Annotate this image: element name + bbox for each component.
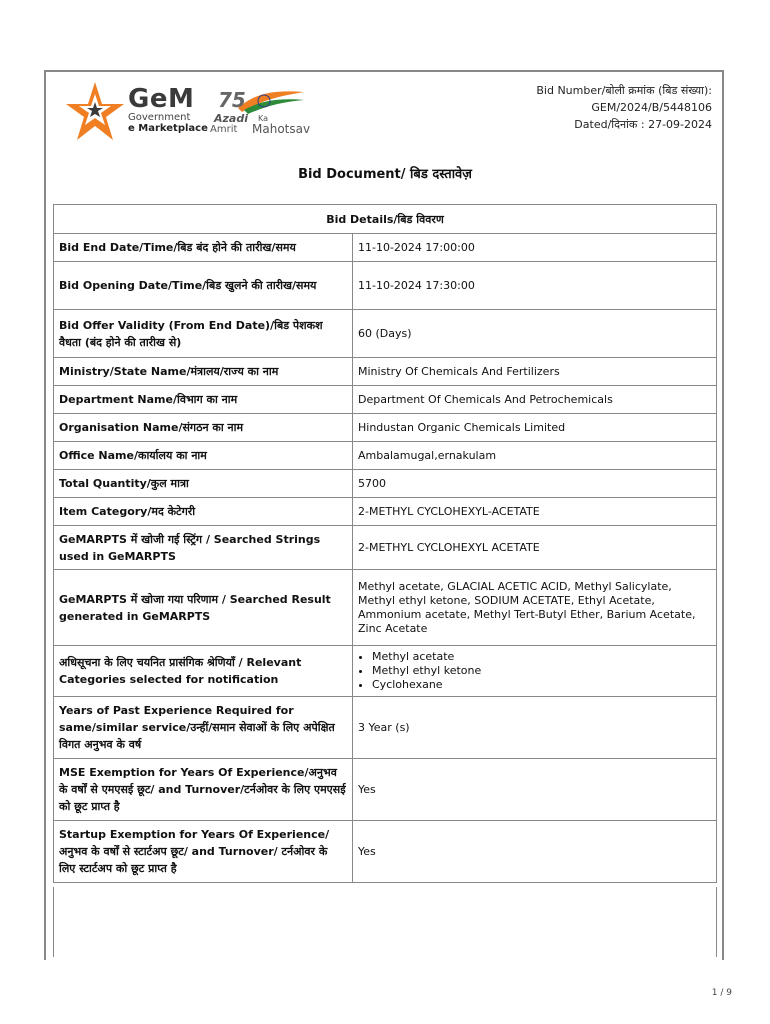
row-label: Years of Past Experience Required for same/similar service/उन्हीं/समान सेवाओं के लिए अपेक्षित विगत अनुभव के वर्ष <box>54 697 353 759</box>
list-item: • Methyl ethyl ketone <box>372 664 711 678</box>
table-row <box>54 386 717 414</box>
category-list <box>358 650 711 692</box>
row-label: Total Quantity/कुल मात्रा <box>54 470 353 498</box>
row-label: Organisation Name/संगठन का नाम <box>54 414 353 442</box>
gem-subtitle-marketplace: e Marketplace <box>128 123 208 134</box>
row-value: 3 Year (s) <box>353 697 717 759</box>
row-value: Department Of Chemicals And Petrochemicals <box>353 386 717 414</box>
row-value: Ambalamugal,ernakulam <box>353 442 717 470</box>
table-row <box>54 821 717 883</box>
row-value: Yes <box>353 759 717 821</box>
document-title: Bid Document/ बिड दस्तावेज़ <box>298 167 472 182</box>
tricolor-swoosh-icon <box>236 88 306 114</box>
table-row <box>54 646 717 697</box>
table-row <box>54 358 717 386</box>
row-value: 11-10-2024 17:00:00 <box>353 234 717 262</box>
bid-dated: Dated/दिनांक : 27-09-2024 <box>574 118 712 131</box>
table-body <box>54 234 717 883</box>
azadi-ka-text: Ka <box>258 114 269 123</box>
row-value: 2-METHYL CYCLOHEXYL ACETATE <box>353 526 717 570</box>
header-logos <box>64 80 364 142</box>
table-row <box>54 470 717 498</box>
row-label: GeMARPTS में खोजी गई स्ट्रिंग / Searched Strings used in GeMARPTS <box>54 526 353 570</box>
row-label: अधिसूचना के लिए चयनित प्रासंगिक श्रेणियाँ / Relevant Categories selected for notification <box>54 646 353 697</box>
row-label: Bid End Date/Time/बिड बंद होने की तारीख/समय <box>54 234 353 262</box>
bid-meta <box>536 82 712 133</box>
continuation-cell <box>53 887 717 957</box>
table-row <box>54 234 717 262</box>
row-label: MSE Exemption for Years Of Experience/अनुभव के वर्षों से एमएसई छूट/ and Turnover/टर्नओवर के लिए एमएसई को छूट प्राप्त है <box>54 759 353 821</box>
azadi-ka-amrit-mahotsav-logo <box>210 88 324 138</box>
row-value: Ministry Of Chemicals And Fertilizers <box>353 358 717 386</box>
gem-subtitle-government: Government <box>128 112 191 123</box>
table-row <box>54 262 717 310</box>
azadi-mahotsav-text: Mahotsav <box>252 122 311 136</box>
row-label: Item Category/मद केटेगरी <box>54 498 353 526</box>
row-value: Methyl acetate, GLACIAL ACETIC ACID, Methyl Salicylate, Methyl ethyl ketone, SODIUM ACETATE, Ethyl Acetate, Ammonium acetate, Methyl Tert-Butyl Ether, Barium Acetate, Zinc Acetate <box>353 570 717 646</box>
table-row <box>54 498 717 526</box>
row-label: Office Name/कार्यालय का नाम <box>54 442 353 470</box>
gem-wordmark <box>128 84 208 134</box>
azadi-text: Azadi <box>214 112 248 125</box>
row-value: 2-METHYL CYCLOHEXYL-ACETATE <box>353 498 717 526</box>
table-row <box>54 414 717 442</box>
gem-title: GeM <box>128 84 195 114</box>
table-heading: Bid Details/बिड विवरण <box>54 205 717 234</box>
list-item: • Methyl acetate <box>372 650 711 664</box>
row-label: Department Name/विभाग का नाम <box>54 386 353 414</box>
table-heading-row <box>54 205 717 234</box>
table-row <box>54 697 717 759</box>
row-label: GeMARPTS में खोजा गया परिणाम / Searched Result generated in GeMARPTS <box>54 570 353 646</box>
row-value-list <box>353 646 717 697</box>
table-row <box>54 526 717 570</box>
gem-logo-icon <box>64 80 126 142</box>
bid-number: GEM/2024/B/5448106 <box>591 101 712 114</box>
azadi-75-mark: 75 <box>218 88 246 112</box>
bid-number-label: Bid Number/बोली क्रमांक (बिड संख्या): <box>536 84 712 97</box>
list-item: • Cyclohexane <box>372 678 711 692</box>
row-label: Startup Exemption for Years Of Experience/अनुभव के वर्षों से स्टार्टअप छूट/ and Turnover/ टर्नओवर के लिए स्टार्टअप को छूट प्राप्त है <box>54 821 353 883</box>
table-row <box>54 442 717 470</box>
page-number: 1 / 9 <box>711 988 732 998</box>
row-value: Yes <box>353 821 717 883</box>
azadi-amrit-text: Amrit <box>210 124 238 135</box>
row-value: Hindustan Organic Chemicals Limited <box>353 414 717 442</box>
table-row <box>54 570 717 646</box>
table-row <box>54 310 717 358</box>
row-label: Ministry/State Name/मंत्रालय/राज्य का नाम <box>54 358 353 386</box>
row-label: Bid Offer Validity (From End Date)/बिड पेशकश वैधता (बंद होने की तारीख से) <box>54 310 353 358</box>
bid-details-table <box>53 204 717 883</box>
row-value: 60 (Days) <box>353 310 717 358</box>
row-value: 5700 <box>353 470 717 498</box>
row-label: Bid Opening Date/Time/बिड खुलने की तारीख/समय <box>54 262 353 310</box>
table-row <box>54 759 717 821</box>
row-value: 11-10-2024 17:30:00 <box>353 262 717 310</box>
